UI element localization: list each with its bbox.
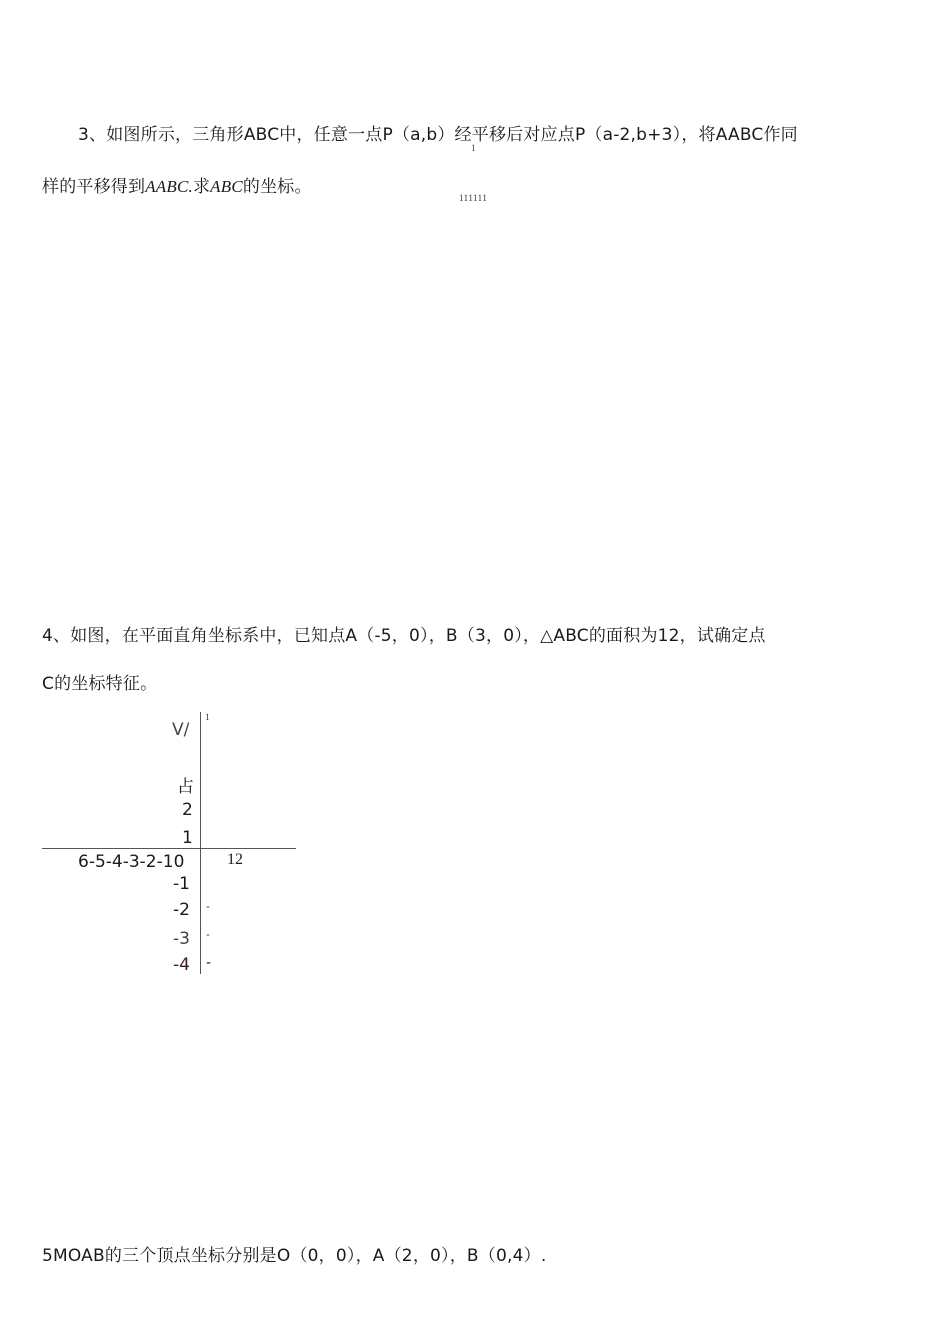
q4-line1: 4、如图，在平面直角坐标系中，已知点A（-5，0），B（3，0），△ABC的面积为12，试确定点 — [42, 626, 766, 646]
graph-top-tick: 1 — [205, 712, 210, 722]
q3-subscript-1: 1 — [471, 143, 476, 153]
y-label-4: 占 — [177, 777, 194, 797]
y-label-1: 1 — [182, 828, 193, 848]
x-positive-labels: 12 — [227, 851, 243, 868]
y-axis-label: V/ — [172, 720, 190, 740]
tick-mark-neg4: - — [206, 955, 212, 971]
q3-line2-italic2: ABC — [210, 177, 243, 196]
y-label-neg4: -4 — [173, 955, 190, 975]
q4-line2: C的坐标特征。 — [42, 674, 158, 694]
q3-line2-prefix: 样的平移得到 — [42, 177, 146, 197]
q3-line1: 3、如图所示，三角形ABC中，任意一点P（a,b）经平移后对应点P（a-2,b+3），将AABC作同 — [78, 125, 798, 145]
y-label-2: 2 — [182, 800, 193, 820]
q3-line2 — [42, 172, 312, 197]
tick-mark-neg3: - — [206, 928, 210, 941]
q3-line2-suffix: 的坐标。 — [242, 177, 312, 197]
x-negative-labels: 6-5-4-3-2-10 — [78, 852, 185, 872]
x-axis-line — [42, 848, 296, 849]
y-label-neg2: -2 — [173, 900, 190, 920]
y-label-neg3: -3 — [173, 929, 190, 949]
q3-subscript-row: 111111 — [459, 193, 488, 203]
q3-line2-italic1: AABC. — [145, 177, 193, 196]
y-axis-line — [200, 712, 201, 974]
tick-mark-neg2: - — [206, 900, 210, 913]
y-label-neg1: -1 — [173, 874, 190, 894]
q5-line1: 5MOAB的三个顶点坐标分别是O（0，0），A（2，0），B（0,4）. — [42, 1246, 547, 1266]
q3-line2-mid: 求 — [192, 177, 211, 197]
